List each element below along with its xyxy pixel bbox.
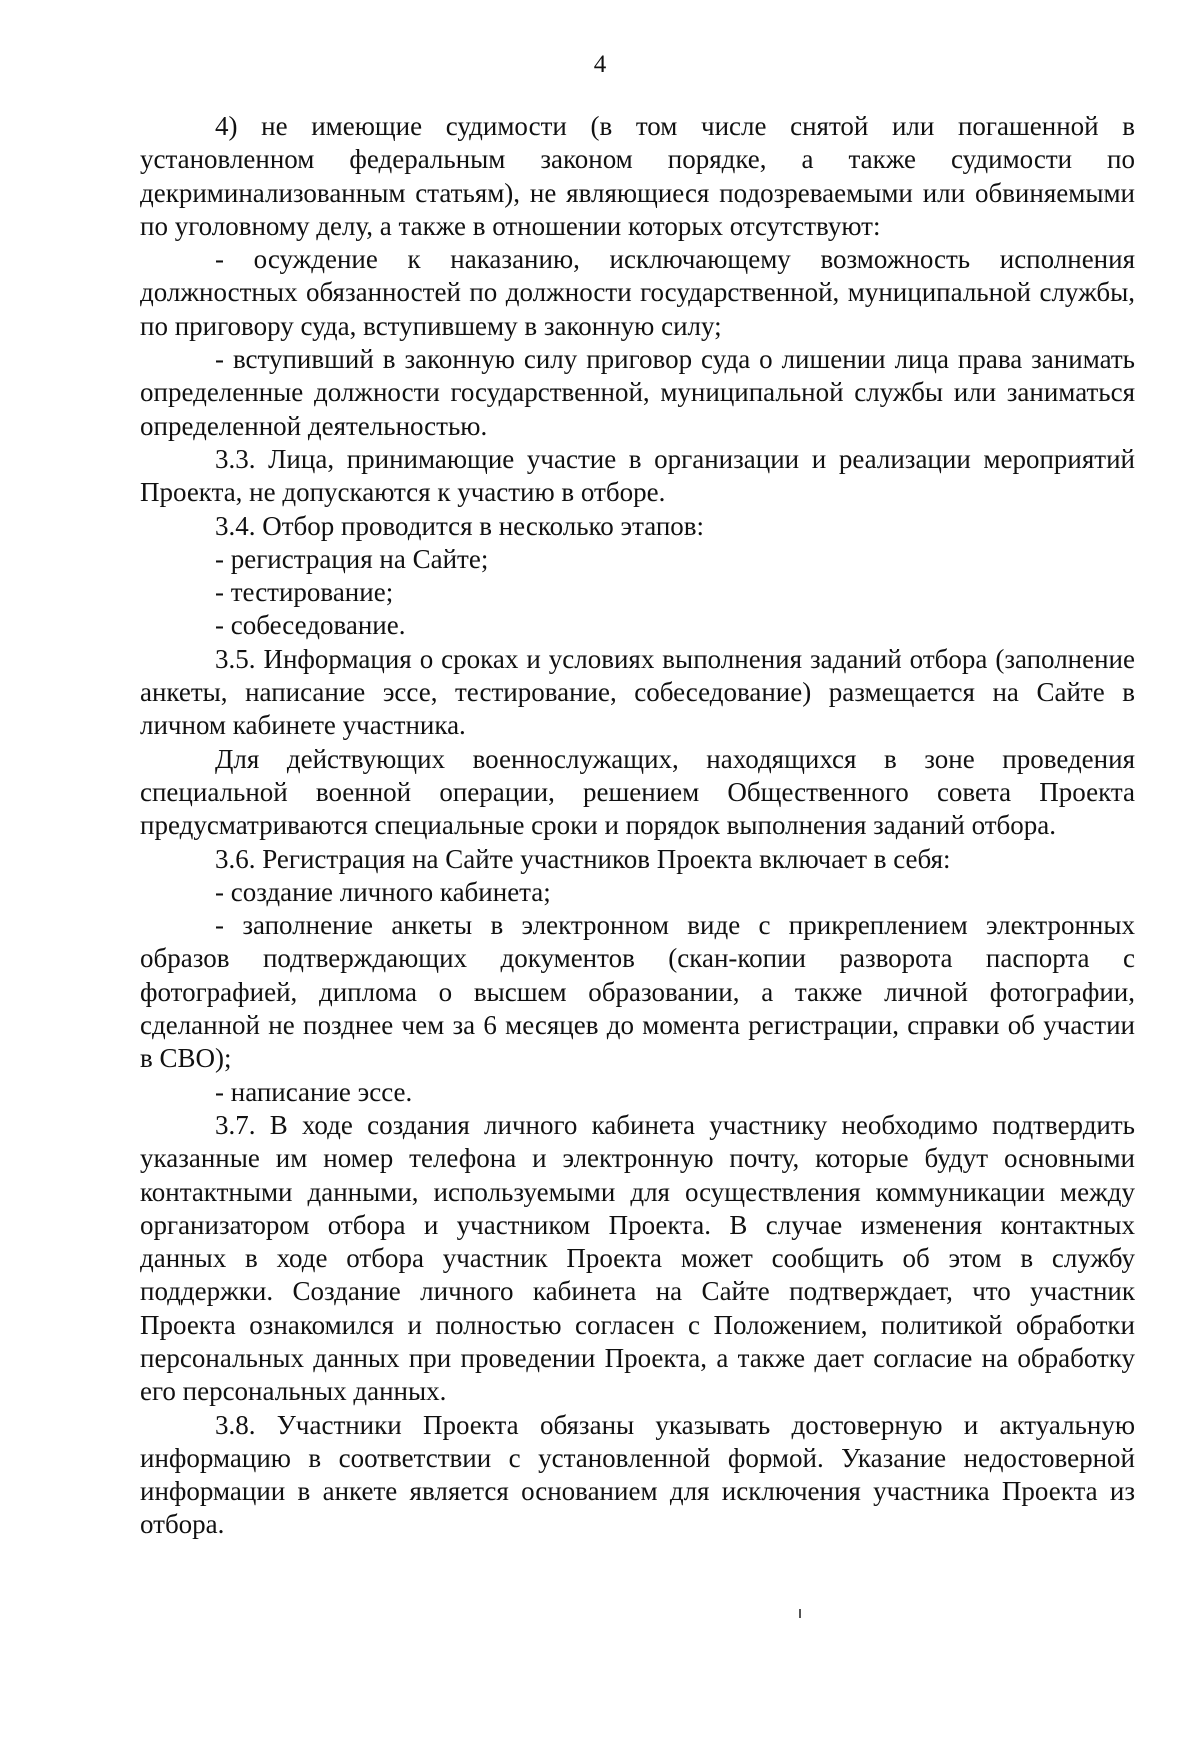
paragraph-3-4: 3.4. Отбор проводится в несколько этапов: <box>215 510 705 541</box>
list-item-fill-form: - заполнение анкеты в электронном виде с прикреплением электронных образов подтверждающих документов (скан-копии разворота паспорта с фотографией, диплома о высшем образовании, а также личной фотографии, сделанной не позднее чем за 6 месяцев до момента регистрации, справки об участии в СВО); <box>140 910 1135 1074</box>
paragraph-criminal-record: 4) не имеющие судимости (в том числе снятой или погашенной в установленном федеральным законом порядке, а также судимости по декриминализованным статьям), не являющиеся подозреваемыми или обвиняемыми по уголовному делу, а также в отношении которых отсутствуют: <box>140 111 1135 241</box>
paragraph-3-8: 3.8. Участники Проекта обязаны указывать достоверную и актуальную информацию в соответствии с установленной формой. Указание недостоверной информации в анкете является основанием для исключения участника Проекта из отбора. <box>140 1409 1135 1540</box>
list-item-testing: - тестирование; <box>215 577 394 608</box>
list-item-registration: - регистрация на Сайте; <box>215 543 489 574</box>
paragraph-3-3: 3.3. Лица, принимающие участие в организации и реализации мероприятий Проекта, не допускаются к участию в отборе. <box>140 443 1135 508</box>
paragraph-3-5-military: Для действующих военнослужащих, находящихся в зоне проведения специальной военной операции, решением Общественного совета Проекта предусматриваются специальные сроки и порядок выполнения заданий отбора. <box>140 743 1135 841</box>
list-item-essay: - написание эссе. <box>215 1076 413 1107</box>
paragraph-3-7: 3.7. В ходе создания личного кабинета участнику необходимо подтвердить указанные им номер телефона и электронную почту, которые будут основными контактными данными, используемыми для осуществления коммуникации между организатором отбора и участником Проекта. В случае изменения контактных данных в ходе отбора участник Проекта может сообщить об этом в службу поддержки. Создание личного кабинета на Сайте подтверждает, что участник Проекта ознакомился и полностью согласен с Положением, политикой обработки персональных данных при проведении Проекта, а также дает согласие на обработку его персональных данных. <box>140 1109 1135 1407</box>
list-item-create-account: - создание личного кабинета; <box>215 876 551 907</box>
paragraph-3-6: 3.6. Регистрация на Сайте участников Проекта включает в себя: <box>215 843 951 874</box>
list-item-conviction: - осуждение к наказанию, исключающему возможность исполнения должностных обязанностей по должности государственной, муниципальной службы, по приговору суда, вступившему в законную силу; <box>140 244 1135 341</box>
page-number: 4 <box>593 51 607 78</box>
document-body <box>140 110 1135 1542</box>
list-item-interview: - собеседование. <box>215 610 406 641</box>
scan-speck <box>799 1609 801 1618</box>
paragraph-3-5: 3.5. Информация о сроках и условиях выполнения заданий отбора (заполнение анкеты, написание эссе, тестирование, собеседование) размещается на Сайте в личном кабинете участника. <box>140 643 1135 741</box>
list-item-court-verdict: - вступивший в законную силу приговор суда о лишении лица права занимать определенные должности государственной, муниципальной службы или заниматься определенной деятельностью. <box>140 344 1135 441</box>
